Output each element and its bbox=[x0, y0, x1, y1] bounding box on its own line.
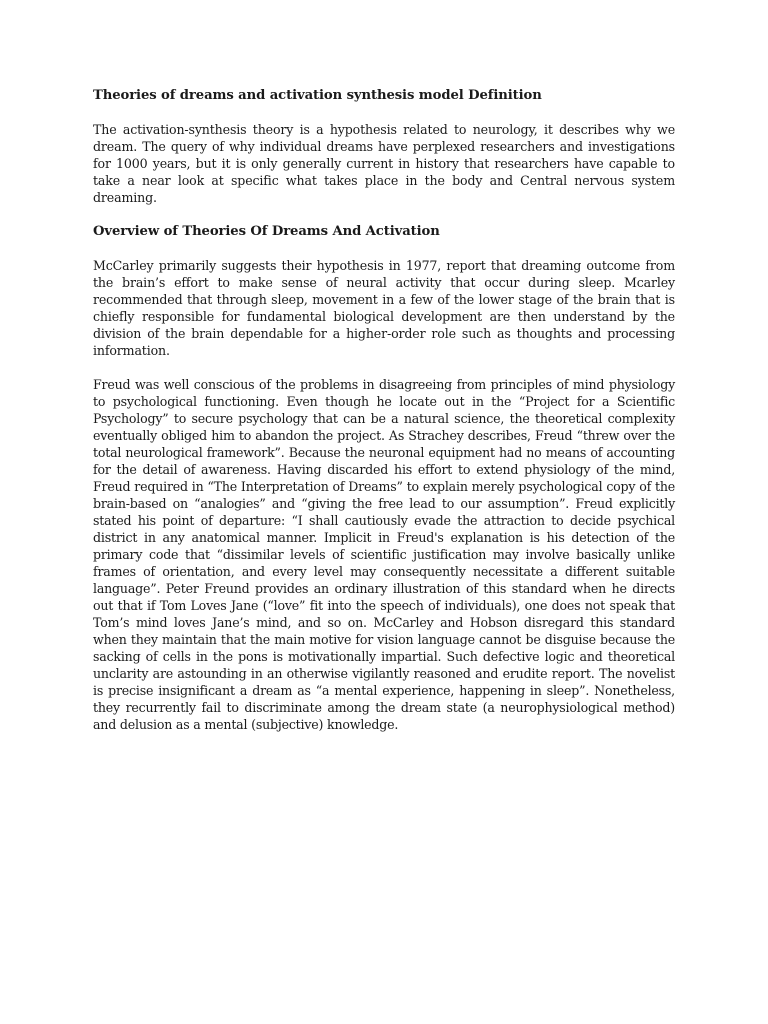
paragraph-freud: Freud was well conscious of the problems in disagreeing from principles of mind physiology to psychological functioning. Even though he locate out in the “Project for a Scientific Psychology” to secure psychology that can be a natural science, the theoretical complexity eventually obliged him to abandon the project. As Strachey describes, Freud “threw over the total neurological framework”. Because the neuronal equipment had no means of accounting for the detail of awareness. Having discarded his effort to extend physiology of the mind, Freud required in “The Interpretation of Dreams” to explain merely psychological copy of the brain-based on “analogies” and “giving the free lead to our assumption”. Freud explicitly stated his point of departure: “I shall cautiously evade the attraction to decide psychical district in any anatomical manner. Implicit in Freud's explanation is his detection of the primary code that “dissimilar levels of scientific justification may involve basically unlike frames of orientation, and every level may consequently necessitate a different suitable language”. Peter Freund provides an ordinary illustration of this standard when he directs out that if Tom Loves Jane (“love” fit into the speech of individuals), one does not speak that Tom’s mind loves Jane’s mind, and so on. McCarley and Hobson disregard this standard when they maintain that the main motive for vision language cannot be disguise because the sacking of cells in the pons is motivationally impartial. Such defective logic and theoretical unclarity are astounding in an otherwise vigilantly reasoned and erudite report. The novelist is precise insignificant a dream as “a mental experience, happening in sleep”. Nonetheless, they recurrently fail to discriminate among the dream state (a neurophysiological method) and delusion as a mental (subjective) knowledge. bbox=[93, 377, 675, 732]
document-page bbox=[93, 87, 675, 750]
section-heading-overview: Overview of Theories Of Dreams And Activation bbox=[93, 224, 440, 239]
paragraph-mccarley: McCarley primarily suggests their hypothesis in 1977, report that dreaming outcome from the brain’s effort to make sense of neural activity that occur during sleep. Mcarley recommended that through sleep, movement in a few of the lower stage of the brain that is chiefly responsible for fundamental biological development are then understand by the division of the brain dependable for a higher-order role such as thoughts and processing information. bbox=[93, 258, 675, 358]
paragraph-definition: The activation-synthesis theory is a hypothesis related to neurology, it describes why we dream. The query of why individual dreams have perplexed researchers and investigations for 1000 years, but it is only generally current in history that researchers have capable to take a near look at specific what takes place in the body and Central nervous system dreaming. bbox=[93, 122, 675, 205]
section-heading-definition: Theories of dreams and activation synthesis model Definition bbox=[93, 88, 542, 103]
